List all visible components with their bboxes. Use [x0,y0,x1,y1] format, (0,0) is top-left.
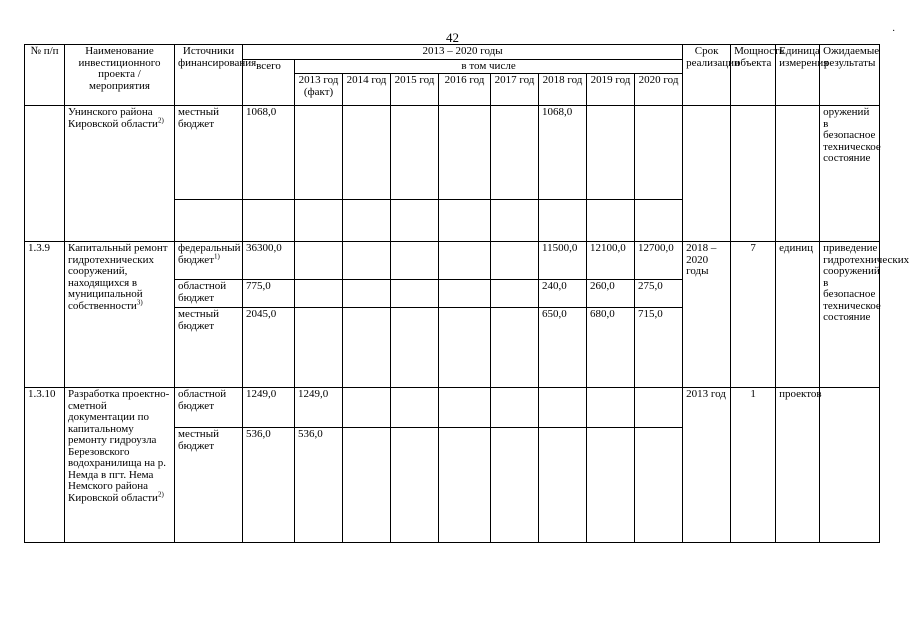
year-2020-value [635,428,683,543]
col-year-2016: 2016 год [439,74,491,106]
year-2020-value [635,388,683,428]
row-capacity: 1 [731,388,776,543]
row-no: 1.3.10 [25,388,65,543]
year-2018-value [539,388,587,428]
col-including: в том числе [295,59,683,74]
source-label: местный бюджет [175,428,243,543]
col-no: № п/п [25,45,65,106]
page-number: 42 [446,30,459,45]
row-capacity: 7 [731,242,776,388]
table-row [25,388,880,428]
row-result: оружений в безопасное техническое состояние [820,106,880,242]
row-unit: проектов [776,388,820,543]
year-2019-value [587,428,635,543]
year-2019-value: 680,0 [587,308,635,388]
investment-table [24,44,909,543]
row-result [820,388,880,543]
year-2013-value [295,280,343,308]
year-2020-value [635,106,683,200]
year-2013-value [295,242,343,280]
year-2018-value: 11500,0 [539,242,587,280]
row-term [683,106,731,242]
source-label: областной бюджет [175,280,243,308]
col-name: Наименование инвестиционного проекта / мероприятия [65,45,175,106]
col-unit: Единица измерения [776,45,820,106]
year-2019-value [587,388,635,428]
total-value: 1249,0 [243,388,295,428]
row-term: 2018 – 2020 годы [683,242,731,388]
col-year-2014: 2014 год [343,74,391,106]
source-label: федеральный бюджет$^{1)}$ [175,242,243,280]
year-2018-value: 240,0 [539,280,587,308]
table-row [25,242,880,280]
col-sources: Источники финансирования [175,45,243,106]
row-unit [776,106,820,242]
year-2018-value [539,428,587,543]
col-year-2015: 2015 год [391,74,439,106]
col-capacity: Мощность объекта [731,45,776,106]
col-term: Срок реализации [683,45,731,106]
row-name: Унинского района Кировской области$^{2)}$ [65,106,175,242]
year-2013-value [295,308,343,388]
total-value: 536,0 [243,428,295,543]
table-row [25,106,880,200]
col-year-2018: 2018 год [539,74,587,106]
col-year-2019: 2019 год [587,74,635,106]
year-2019-value: 12100,0 [587,242,635,280]
source-label: местный бюджет [175,308,243,388]
total-value: 2045,0 [243,308,295,388]
total-value: 775,0 [243,280,295,308]
year-2019-value [587,106,635,200]
row-unit: единиц [776,242,820,388]
year-2019-value: 260,0 [587,280,635,308]
row-no [25,106,65,242]
year-2020-value: 12700,0 [635,242,683,280]
total-value: 1068,0 [243,106,295,200]
year-2013-value: 536,0 [295,428,343,543]
total-value: 36300,0 [243,242,295,280]
row-name: Капитальный ремонт гидротехнических сооружений, находящихся в муниципальной собственности$^{3)}$ [65,242,175,388]
scan-dot: · [892,26,896,37]
year-2013-value [295,106,343,200]
header-row-1 [25,45,880,60]
row-no: 1.3.9 [25,242,65,388]
row-term: 2013 год [683,388,731,543]
row-name: Разработка проектно-сметной документации по капитальному ремонту гидроузла Березовского водохранилища на р. Немда в пгт. Нема Немского района Кировской области$^{2)}$ [65,388,175,543]
col-year-2020: 2020 год [635,74,683,106]
year-2020-value: 715,0 [635,308,683,388]
row-result: приведение гидротехнических сооружений в безопасное техническое состояние [820,242,880,388]
row-capacity [731,106,776,242]
year-2020-value: 275,0 [635,280,683,308]
source-label: областной бюджет [175,388,243,428]
col-period: 2013 – 2020 годы [243,45,683,60]
year-2018-value: 650,0 [539,308,587,388]
col-year-2013: 2013 год (факт) [295,74,343,106]
year-2018-value: 1068,0 [539,106,587,200]
col-year-2017: 2017 год [491,74,539,106]
source-label: местный бюджет [175,106,243,200]
col-results: Ожидаемые результаты [820,45,880,106]
year-2013-value: 1249,0 [295,388,343,428]
col-total: всего [243,59,295,106]
